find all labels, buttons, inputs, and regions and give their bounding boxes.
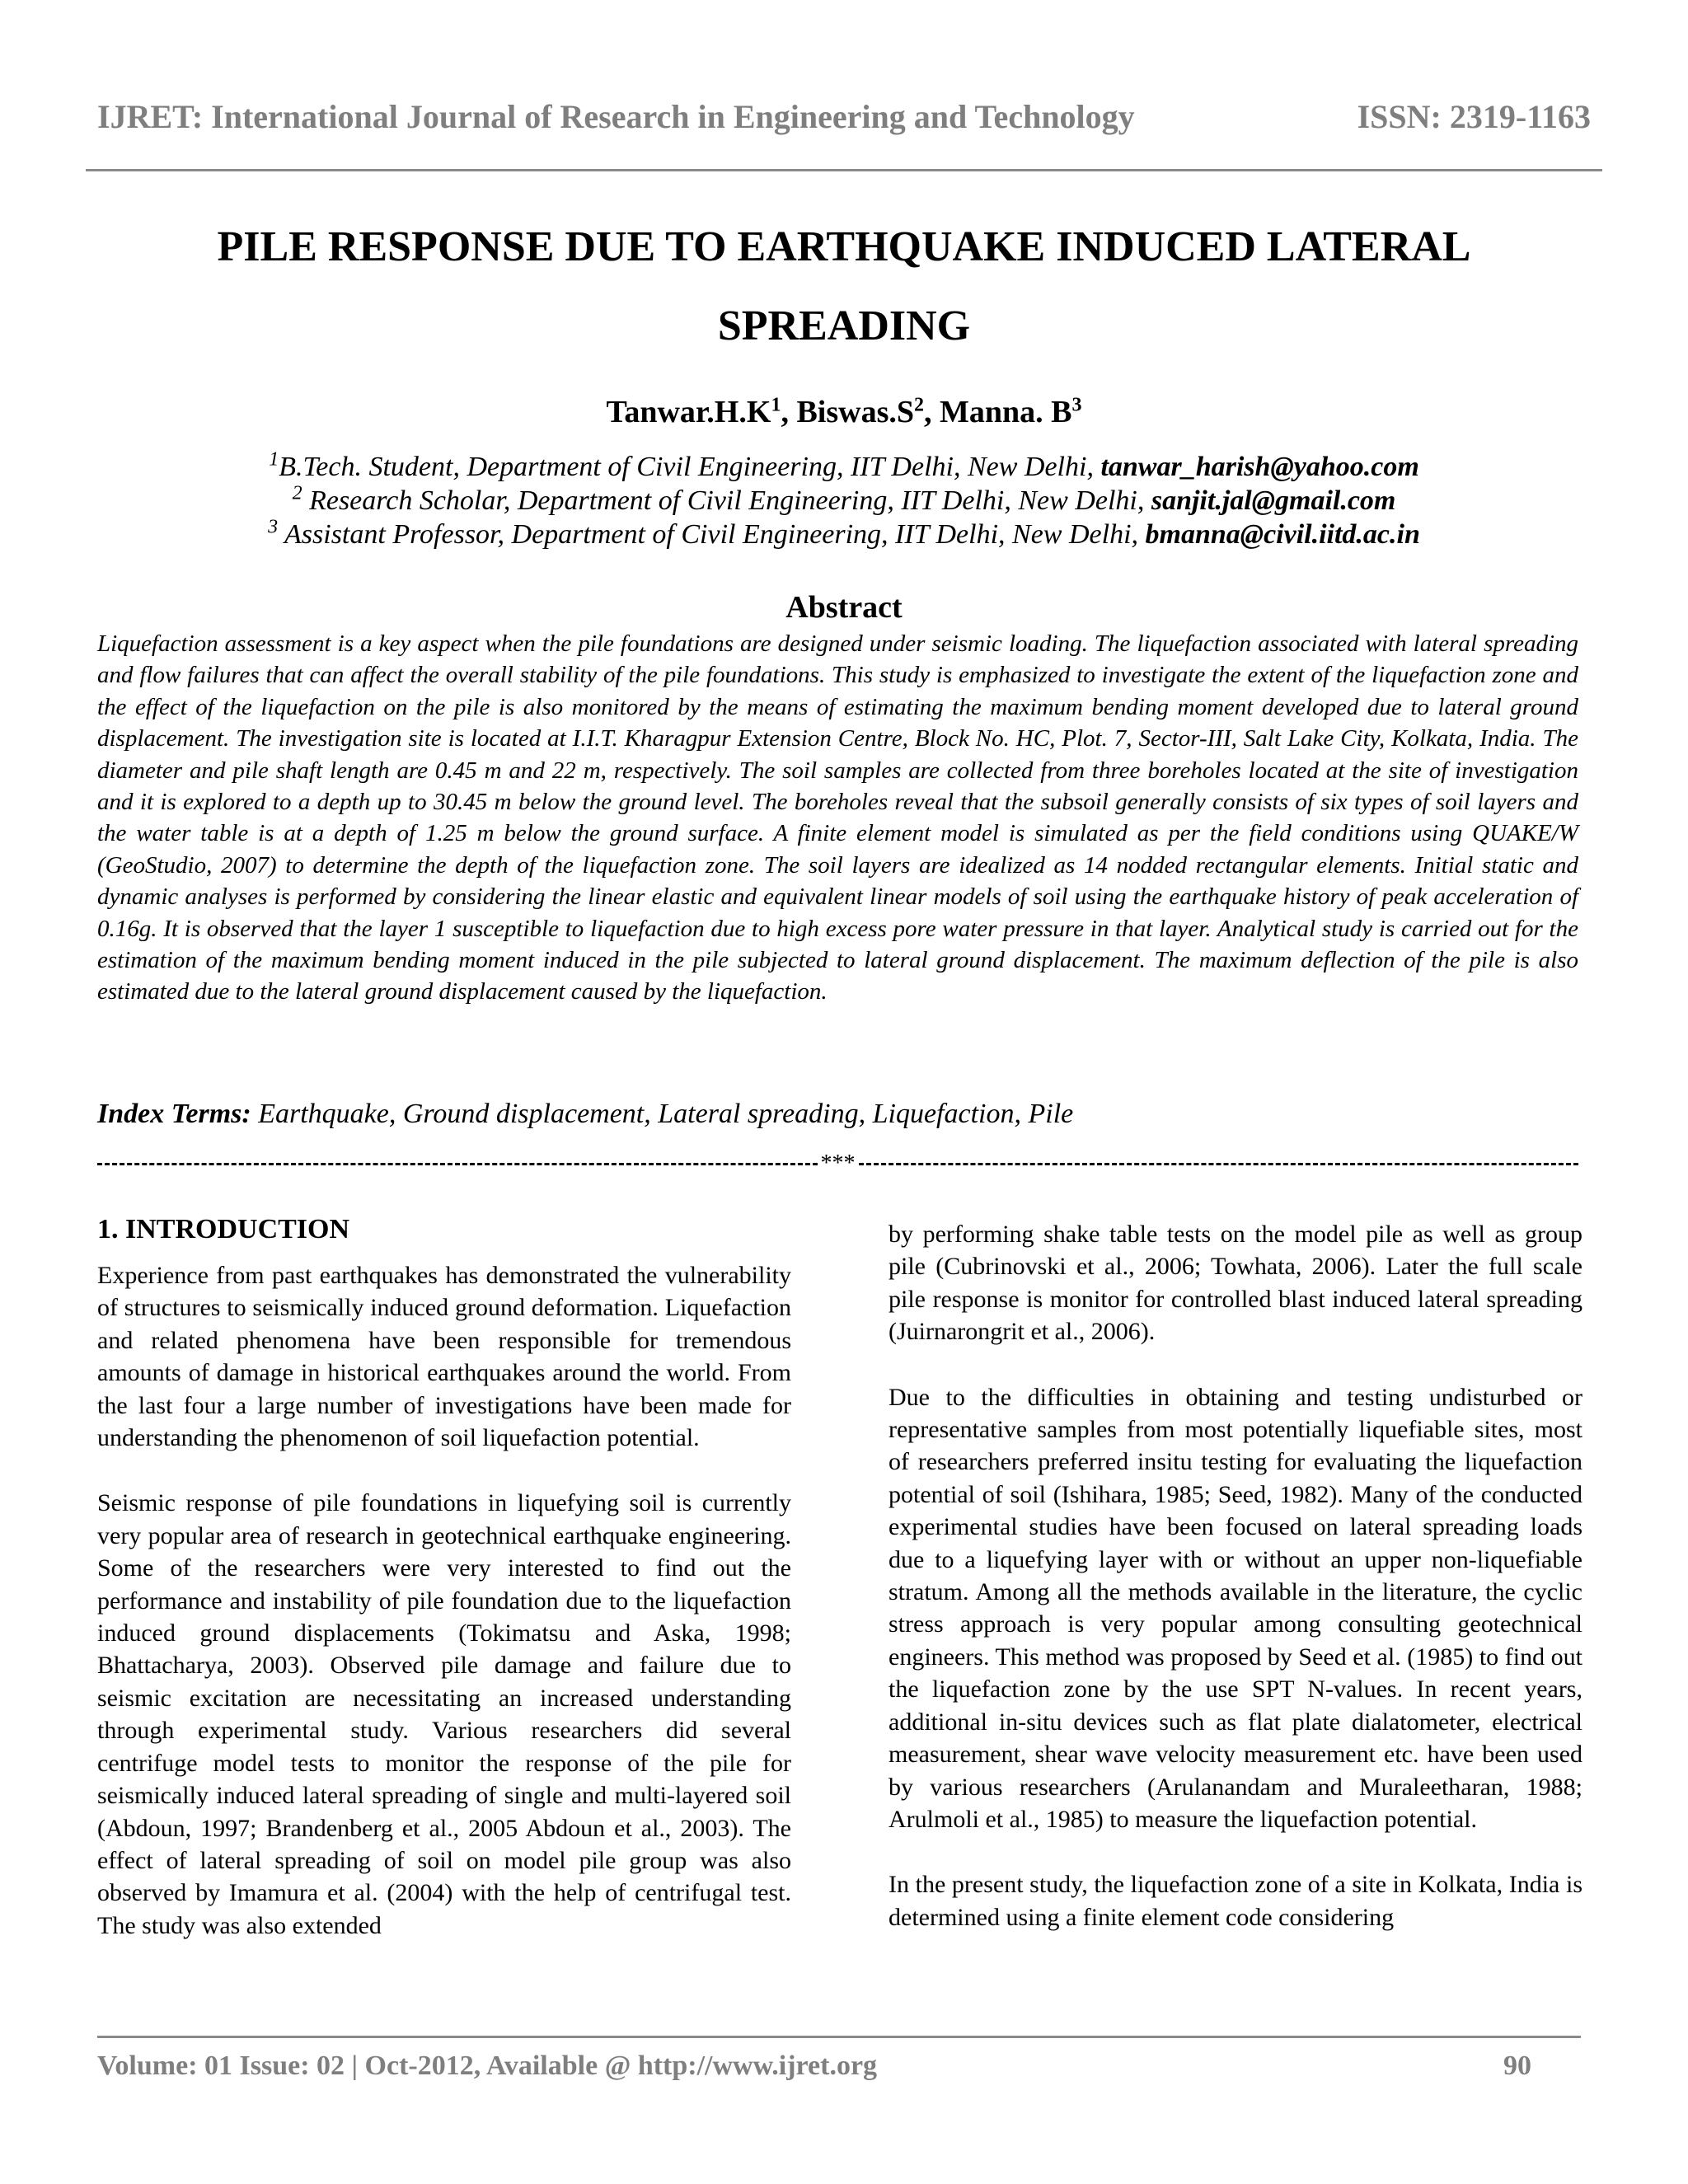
issn: ISSN: 2319-1163 [1357,98,1591,135]
page-number: 90 [1503,2050,1531,2081]
author-name: Tanwar.H.K [606,395,771,429]
index-terms-text: Earthquake, Ground displacement, Lateral spreading, Liquefaction, Pile [251,1099,1074,1129]
journal-name: IJRET: International Journal of Research in Engineering and Technology [97,98,1135,135]
affiliation [0,450,1688,484]
footer-volume: Volume: 01 Issue: 02 | Oct-2012, Available @ http://www.ijret.org [97,2050,878,2081]
separator-stars: *** [820,1152,856,1175]
index-terms [97,1099,1581,1130]
author-sep: , [781,395,797,429]
abstract-heading: Abstract [785,590,903,625]
right-column [889,1218,1582,1966]
author-sep: , [924,395,940,429]
paper-title [115,208,1573,366]
author-sup: 2 [914,394,924,416]
section-separator [97,1152,1578,1175]
affiliation-email[interactable]: tanwar_harish@yahoo.com [1100,452,1419,482]
author-sup: 1 [771,394,781,416]
affiliation-text: B.Tech. Student, Department of Civil Engineering, IIT Delhi, New Delhi, [279,452,1101,482]
author-sup: 3 [1071,394,1082,416]
affiliation-text: Assistant Professor, Department of Civil Engineering, IIT Delhi, New Delhi, [278,519,1146,550]
affiliation-sup: 2 [292,482,302,504]
author-name: Manna. B [940,395,1072,429]
affiliation-sup: 1 [269,448,279,471]
affiliation-list [0,450,1688,551]
index-terms-label: Index Terms: [97,1099,251,1129]
body-paragraph: by performing shake table tests on the model pile as well as group pile (Cubrinovski et al., 2006; Towhata, 2006). Later the full scale pile response is monitor for controlled blast induced lateral spreading (Juirnarongrit et al., 2006). [889,1221,1582,1346]
affiliation-email[interactable]: bmanna@civil.iitd.ac.in [1145,519,1420,550]
separator-dash-left [97,1163,818,1165]
separator-dash-right [859,1163,1579,1165]
author-name: Biswas.S [796,395,914,429]
left-column [97,1212,791,1975]
affiliation-sup: 3 [268,516,279,538]
affiliation [0,484,1688,518]
footer-rule [97,2036,1581,2038]
header-rule [86,169,1602,171]
section-heading-introduction: 1. INTRODUCTION [97,1214,350,1244]
running-header [97,97,1591,136]
affiliation [0,518,1688,551]
page-footer [97,2050,1531,2082]
abstract-body: Liquefaction assessment is a key aspect when the pile foundations are designed under seismic loading. The liquefaction associated with lateral spreading and flow failures that can affect the overall stability of the pile foundations. This study is emphasized to investigate the extent of the liquefaction zone and the effect of the liquefaction on the pile is also monitored by the means of estimating the maximum bending moment developed due to lateral ground displacement. The investigation site is located at I.I.T. Kharagpur Extension Centre, Block No. HC, Plot. 7, Sector-III, Salt Lake City, Kolkata, India. The diameter and pile shaft length are 0.45 m and 22 m, respectively. The soil samples are collected from three boreholes located at the site of investigation and it is explored to a depth up to 30.45 m below the ground level. The boreholes reveal that the subsoil generally consists of six types of soil layers and the water table is at a depth of 1.25 m below the ground surface. A finite element model is simulated as per the field conditions using QUAKE/W (GeoStudio, 2007) to determine the depth of the liquefaction zone. The soil layers are idealized as 14 nodded rectangular elements. Initial static and dynamic analyses is performed by considering the linear elastic and equivalent linear models of soil using the earthquake history of peak acceleration of 0.16g. It is observed that the layer 1 susceptible to liquefaction due to high excess pore water pressure in that layer. Analytical study is carried out for the estimation of the maximum bending moment induced in the pile subjected to lateral ground displacement. The maximum deflection of the pile is also estimated due to the lateral ground displacement caused by the liquefaction. [97,630,1578,1005]
title-line-1: PILE RESPONSE DUE TO EARTHQUAKE INDUCED LATERAL [217,223,1471,270]
title-line-2: SPREADING [717,302,971,349]
author-list [0,394,1688,430]
affiliation-email[interactable]: sanjit.jal@gmail.com [1151,485,1396,516]
body-paragraph: Due to the difficulties in obtaining and testing undisturbed or representative samples from most potentially liquefiable sites, most of researchers preferred insitu testing for evaluating the liquefaction potential of soil (Ishihara, 1985; Seed, 1982). Many of the conducted experimental studies have been focused on lateral spreading loads due to a liquefying layer with or without an upper non-liquefiable stratum. Among all the methods available in the literature, the cyclic stress approach is very popular among consulting geotechnical engineers. This method was proposed by Seed et al. (1985) to find out the liquefaction zone by the use SPT N-values. In recent years, additional in-situ devices such as flat plate dialatometer, electrical measurement, shear wave velocity measurement etc. have been used by various researchers (Arulanandam and Muraleetharan, 1988; Arulmoli et al., 1985) to measure the liquefaction potential. [889,1383,1582,1833]
affiliation-text: Research Scholar, Department of Civil Engineering, IIT Delhi, New Delhi, [302,485,1151,516]
body-paragraph: In the present study, the liquefaction zone of a site in Kolkata, India is determined using a finite element code considering [889,1871,1582,1931]
body-paragraph: Experience from past earthquakes has demonstrated the vulnerability of structures to seismically induced ground deformation. Liquefaction and related phenomena have been responsible for tremendous amounts of damage in historical earthquakes around the world. From the last four a large number of investigations have been made for understanding the phenomenon of soil liquefaction potential. [97,1262,791,1452]
body-paragraph: Seismic response of pile foundations in liquefying soil is currently very popular area of research in geotechnical earthquake engineering. Some of the researchers were very interested to find out the performance and instability of pile foundation due to the liquefaction induced ground displacements (Tokimatsu and Aska, 1998; Bhattacharya, 2003). Observed pile damage and failure due to seismic excitation are necessitating an increased understanding through experimental study. Various researchers did several centrifuge model tests to monitor the response of the pile for seismically induced lateral spreading of single and multi-layered soil (Abdoun, 1997; Brandenberg et al., 2005 Abdoun et al., 2003). The effect of lateral spreading of soil on model pile group was also observed by Imamura et al. (2004) with the help of centrifugal test. The study was also extended [97,1489,791,1939]
